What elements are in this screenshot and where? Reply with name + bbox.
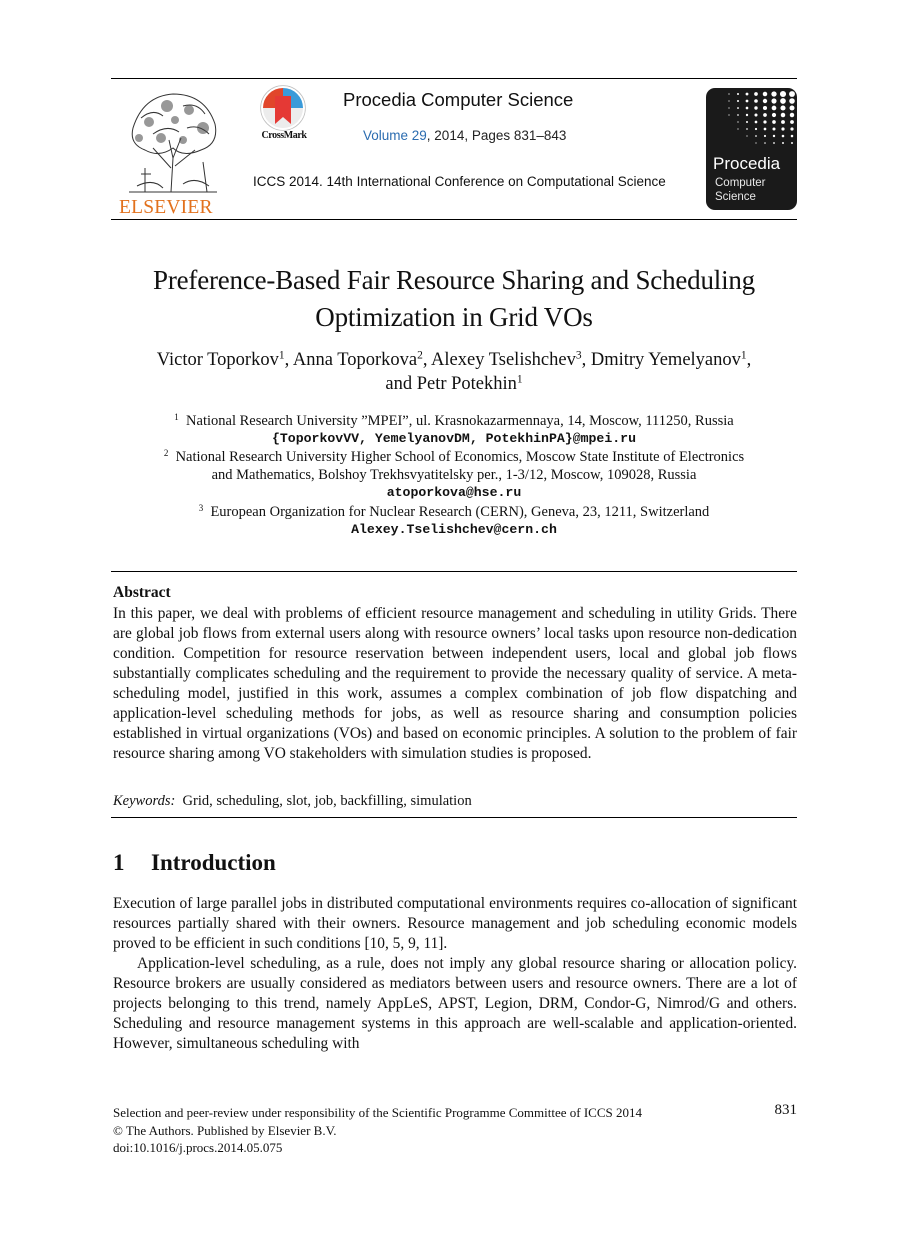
author-name: Alexey Tselishchev (431, 350, 576, 370)
paragraph-2: Application-level scheduling, as a rule, does not imply any global resource sharing or allocation policy. Resource brokers are usually considered as mediators between users and resource owners. There are a lot of projects belonging to this trend, namely AppLeS, APST, Legion, DRM, Condor-G, Nimrod/G and others. Scheduling and resource management systems in this approach are well-scalable and application-oriented. However, simultaneous scheduling with (113, 955, 797, 1052)
volume-pages: , 2014, Pages 831–843 (426, 128, 567, 143)
affiliation-line-2: and Mathematics, Bolshoy Trekhsvyatitelsky per., 1-3/12, Moscow, 109028, Russia (211, 467, 697, 483)
logo-dot (771, 91, 776, 96)
page-number: 831 (774, 1102, 797, 1118)
logo-dot (754, 106, 757, 109)
logo-dot (764, 135, 766, 137)
author-separator: , (422, 350, 432, 370)
author-name: Victor Toporkov (156, 350, 279, 370)
logo-dot (746, 135, 747, 136)
logo-dot (772, 127, 775, 130)
logo-dot (789, 105, 794, 110)
logo-dot (737, 114, 739, 116)
abstract-heading: Abstract (113, 584, 171, 601)
logo-dot (737, 100, 739, 102)
section-number: 1 (113, 850, 125, 875)
logo-dot (737, 107, 739, 109)
affiliation-3 (111, 503, 797, 539)
author-affiliation-mark: 1 (740, 349, 747, 362)
logo-dot (754, 113, 757, 116)
author-affiliation-mark: 2 (417, 349, 423, 362)
author-line-1 (111, 348, 797, 372)
logo-dot (763, 106, 767, 110)
procedia-logo (706, 88, 797, 210)
paper-title (111, 262, 797, 336)
logo-dot (755, 128, 757, 130)
logo-dot (737, 121, 738, 122)
logo-dot (773, 135, 775, 137)
journal-header (111, 78, 797, 220)
logo-dot (789, 91, 795, 97)
logo-dot (781, 113, 785, 117)
logo-dot (754, 99, 758, 103)
author-name: Dmitry Yemelyanov (590, 350, 741, 370)
procedia-logo-line3: Science (715, 191, 756, 203)
logo-dot (728, 100, 729, 101)
author-name: and Petr Potekhin (385, 374, 517, 394)
logo-dot (782, 142, 784, 144)
logo-dot (746, 93, 749, 96)
affiliation-text: European Organization for Nuclear Research (CERN), Geneva, 23, 1211, Switzerland (210, 504, 710, 520)
journal-name[interactable]: Procedia Computer Science (343, 89, 574, 110)
logo-dot (728, 114, 729, 115)
procedia-logo-line2: Computer (715, 177, 766, 189)
affiliation-line (111, 503, 797, 521)
title-line-1: Preference-Based Fair Resource Sharing and Scheduling (153, 265, 755, 295)
logo-dot (746, 114, 748, 116)
section-heading (113, 850, 276, 876)
logo-dot (781, 120, 785, 124)
logo-dot (791, 142, 793, 144)
logo-dot (754, 92, 758, 96)
logo-dot (781, 127, 784, 130)
page-footer (113, 1104, 797, 1157)
author-affiliation-mark: 1 (278, 349, 285, 362)
logo-dot (780, 91, 786, 97)
footer-copyright: © The Authors. Published by Elsevier B.V. (113, 1122, 337, 1138)
author-name: Anna Toporkova (292, 350, 418, 370)
affiliation-number: 1 (174, 412, 179, 423)
abstract-top-rule (111, 571, 797, 572)
elsevier-tree-icon (123, 88, 223, 194)
logo-dot (763, 92, 768, 97)
elsevier-wordmark: ELSEVIER (119, 197, 213, 218)
logo-dot (746, 100, 749, 103)
logo-dot (772, 113, 776, 117)
paragraph-1: Execution of large parallel jobs in distributed computational environments requires co-allocation of significant resources partially shared with their owners. Resource management and job scheduling economic models proved to be efficient in such conditions [10, 5, 9, 11]. (113, 895, 797, 952)
affiliation-line (111, 448, 797, 466)
logo-dot (764, 142, 766, 144)
title-line-2: Optimization in Grid VOs (315, 302, 593, 332)
logo-dot (790, 113, 794, 117)
logo-dot (772, 106, 777, 111)
volume-link[interactable]: Volume 29 (363, 128, 427, 143)
procedia-logo-title: Procedia (713, 154, 781, 173)
affiliation-2 (111, 448, 797, 502)
affiliation-email[interactable]: atoporkova@hse.ru (386, 485, 522, 500)
affiliation-number: 2 (163, 448, 169, 459)
crossmark-label: CrossMark (261, 130, 307, 141)
header-bottom-rule (111, 219, 797, 220)
logo-dot (755, 135, 757, 137)
affiliation-1 (111, 412, 797, 448)
footer-doi[interactable]: doi:10.1016/j.procs.2014.05.075 (113, 1140, 283, 1155)
abstract-bottom-rule (111, 817, 797, 818)
logo-dot (728, 93, 729, 94)
affiliation-line (111, 412, 797, 430)
affiliation-text: National Research University Higher School of Economics, Moscow State Institute of Electronics (175, 449, 745, 465)
affiliation-text: National Research University ”MPEI”, ul. Krasnokazarmennaya, 14, Moscow, 111250, Russia (186, 413, 734, 429)
author-line-2 (111, 372, 797, 396)
logo-dot (755, 142, 756, 143)
logo-dot (737, 128, 738, 129)
author-affiliation-mark: 3 (575, 349, 582, 362)
logo-dot (737, 93, 739, 95)
volume-line (363, 128, 566, 143)
keywords-label: Keywords: (113, 793, 176, 809)
author-separator: , (581, 350, 591, 370)
conference-name: ICCS 2014. 14th International Conference on Computational Science (253, 174, 666, 189)
keywords-line (113, 793, 472, 810)
affiliation-number: 3 (198, 503, 204, 514)
logo-dot (789, 98, 795, 104)
affiliation-email[interactable]: Alexey.Tselishchev@cern.ch (351, 522, 557, 537)
section-title: Introduction (151, 850, 276, 875)
footer-review-note: Selection and peer-review under responsibility of the Scientific Programme Committee of ICCS 2014 (113, 1105, 643, 1120)
logo-dot (772, 120, 776, 124)
header-top-rule (111, 78, 797, 79)
logo-dot (771, 98, 776, 103)
author-affiliation-mark: 1 (516, 373, 523, 386)
logo-dot (746, 107, 749, 110)
logo-dot (728, 107, 729, 108)
author-list (111, 348, 797, 396)
affiliation-email[interactable]: {ToporkovVV, YemelyanovDM, PotekhinPA}@mpei.ru (271, 431, 637, 446)
author-separator: , (284, 350, 293, 370)
logo-dot (782, 135, 785, 138)
logo-dot (764, 128, 767, 131)
logo-dot (790, 120, 794, 124)
logo-dot (780, 98, 786, 104)
procedia-dots-icon (706, 88, 797, 148)
logo-dot (773, 142, 775, 144)
logo-dot (763, 99, 767, 103)
elsevier-logo (119, 88, 235, 218)
logo-dot (780, 105, 785, 110)
logo-dot (791, 135, 794, 138)
author-separator: , (746, 350, 752, 370)
logo-dot (790, 127, 793, 130)
logo-dot (763, 120, 766, 123)
logo-dot (763, 113, 767, 117)
logo-dot (755, 121, 758, 124)
abstract-text: In this paper, we deal with problems of efficient resource management and scheduling in utility Grids. There are global job flows from external users along with resource owners’ local tasks upon resource non-dedication condition. Competition for resource reservation between independent users, local and global job flows substantially complicates scheduling and the requirement to provide the necessary quality of service. A meta-scheduling model, justified in this work, assumes a complex combination of job flow dispatching and application-level scheduling methods for jobs, as well as resource sharing and consumption policies established in virtual organizations (VOs) and based on economic principles. A solution to the problem of fair resource sharing among VO stakeholders with simulation studies is proposed. (113, 605, 797, 762)
logo-dot (746, 128, 748, 130)
logo-dot (746, 121, 748, 123)
keywords-list: Grid, scheduling, slot, job, backfilling, simulation (182, 793, 472, 809)
